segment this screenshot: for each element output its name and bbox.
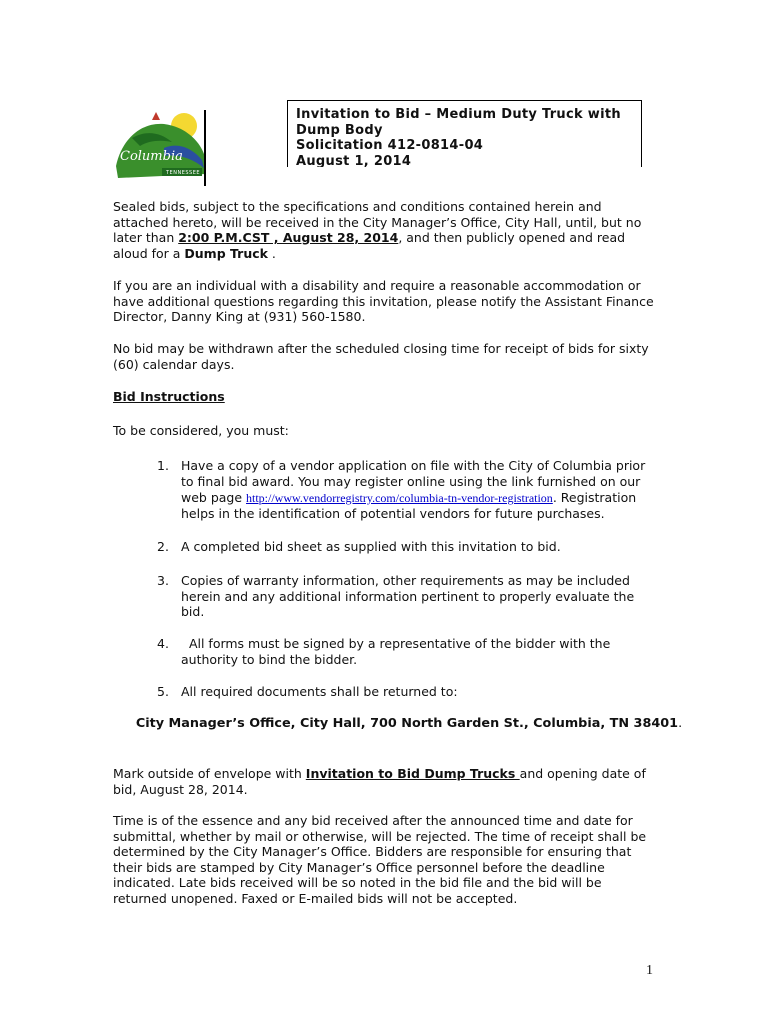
list-item: All required documents shall be returned to: xyxy=(181,684,458,699)
logo-name: Columbia xyxy=(120,149,183,164)
essence-paragraph: Time is of the essence and any bid received after the announced time and date for submittal, whether by mail or otherwise, will be rejected. The time of receipt shall be determined by the City Manager’s Office. Bidders are responsible for ensuring that their bids are stamped by City Manager’s Office personnel before the deadline indicated. Late bids received will be so noted in the bid file and the bid will be returned unopened. Faxed or E-mailed bids will not be accepted. xyxy=(113,813,647,906)
title-box xyxy=(287,100,642,167)
list-item: All forms must be signed by a representative of the bidder with the authority to bind the bidder. xyxy=(181,636,611,667)
page-number: 1 xyxy=(646,963,653,978)
title-line-2: Dump Body xyxy=(296,122,383,138)
list-item: Have a copy of a vendor application on file with the City of Columbia prior to final bid award. You may register online using the link furnished on our web page http://www.vendorregistry.com/columbia-tn-vendor-registration. Registration helps in the identification of potential vendors for future purchases. xyxy=(181,458,646,521)
columbia-logo xyxy=(112,108,212,188)
return-address: City Manager’s Office, City Hall, 700 North Garden St., Columbia, TN 38401. xyxy=(135,716,683,731)
instructions-lead: To be considered, you must: xyxy=(113,423,289,438)
list-item-number: 5. xyxy=(157,684,169,699)
bid-item: Dump Truck xyxy=(184,245,268,261)
list-item-number: 3. xyxy=(157,573,169,588)
title-date: August 1, 2014 xyxy=(296,153,412,167)
logo-state: TENNESSEE xyxy=(166,170,201,176)
roof-shape xyxy=(152,112,160,120)
intro-paragraph: Sealed bids, subject to the specifications and conditions contained herein and attached hereto, will be received in the City Manager’s Office, City Hall, until, but no later than 2:00 P.M.CST , August 28, 2014, and then publicly opened and read aloud for a Dump Truck . xyxy=(113,199,642,261)
list-item-number: 4. xyxy=(157,636,169,651)
header-divider xyxy=(204,110,206,186)
disability-paragraph: If you are an individual with a disability and require a reasonable accommodation or have additional questions regarding this invitation, please notify the Assistant Finance Director, Danny King at (931) 560-1580. xyxy=(113,278,654,324)
envelope-paragraph: Mark outside of envelope with Invitation to Bid Dump Trucks and opening date of bid, August 28, 2014. xyxy=(113,766,646,797)
instructions-heading: Bid Instructions xyxy=(113,389,225,404)
vendor-registration-link[interactable]: http://www.vendorregistry.com/columbia-tn-vendor-registration xyxy=(246,491,553,505)
title-line-1: Invitation to Bid – Medium Duty Truck with xyxy=(296,107,621,122)
solicitation-number: Solicitation 412-0814-04 xyxy=(296,138,484,153)
list-item: Copies of warranty information, other requirements as may be included herein and any additional information pertinent to properly evaluate the bid. xyxy=(181,573,635,619)
envelope-label: Invitation to Bid Dump Trucks xyxy=(305,766,520,781)
withdraw-paragraph: No bid may be withdrawn after the scheduled closing time for receipt of bids for sixty (60) calendar days. xyxy=(113,341,649,372)
bid-deadline: 2:00 P.M.CST , August 28, 2014 xyxy=(178,230,399,245)
columbia-logo-graphic xyxy=(112,108,212,188)
list-item-number: 1. xyxy=(157,458,169,473)
list-item-number: 2. xyxy=(157,539,169,554)
list-item: A completed bid sheet as supplied with this invitation to bid. xyxy=(181,539,561,554)
